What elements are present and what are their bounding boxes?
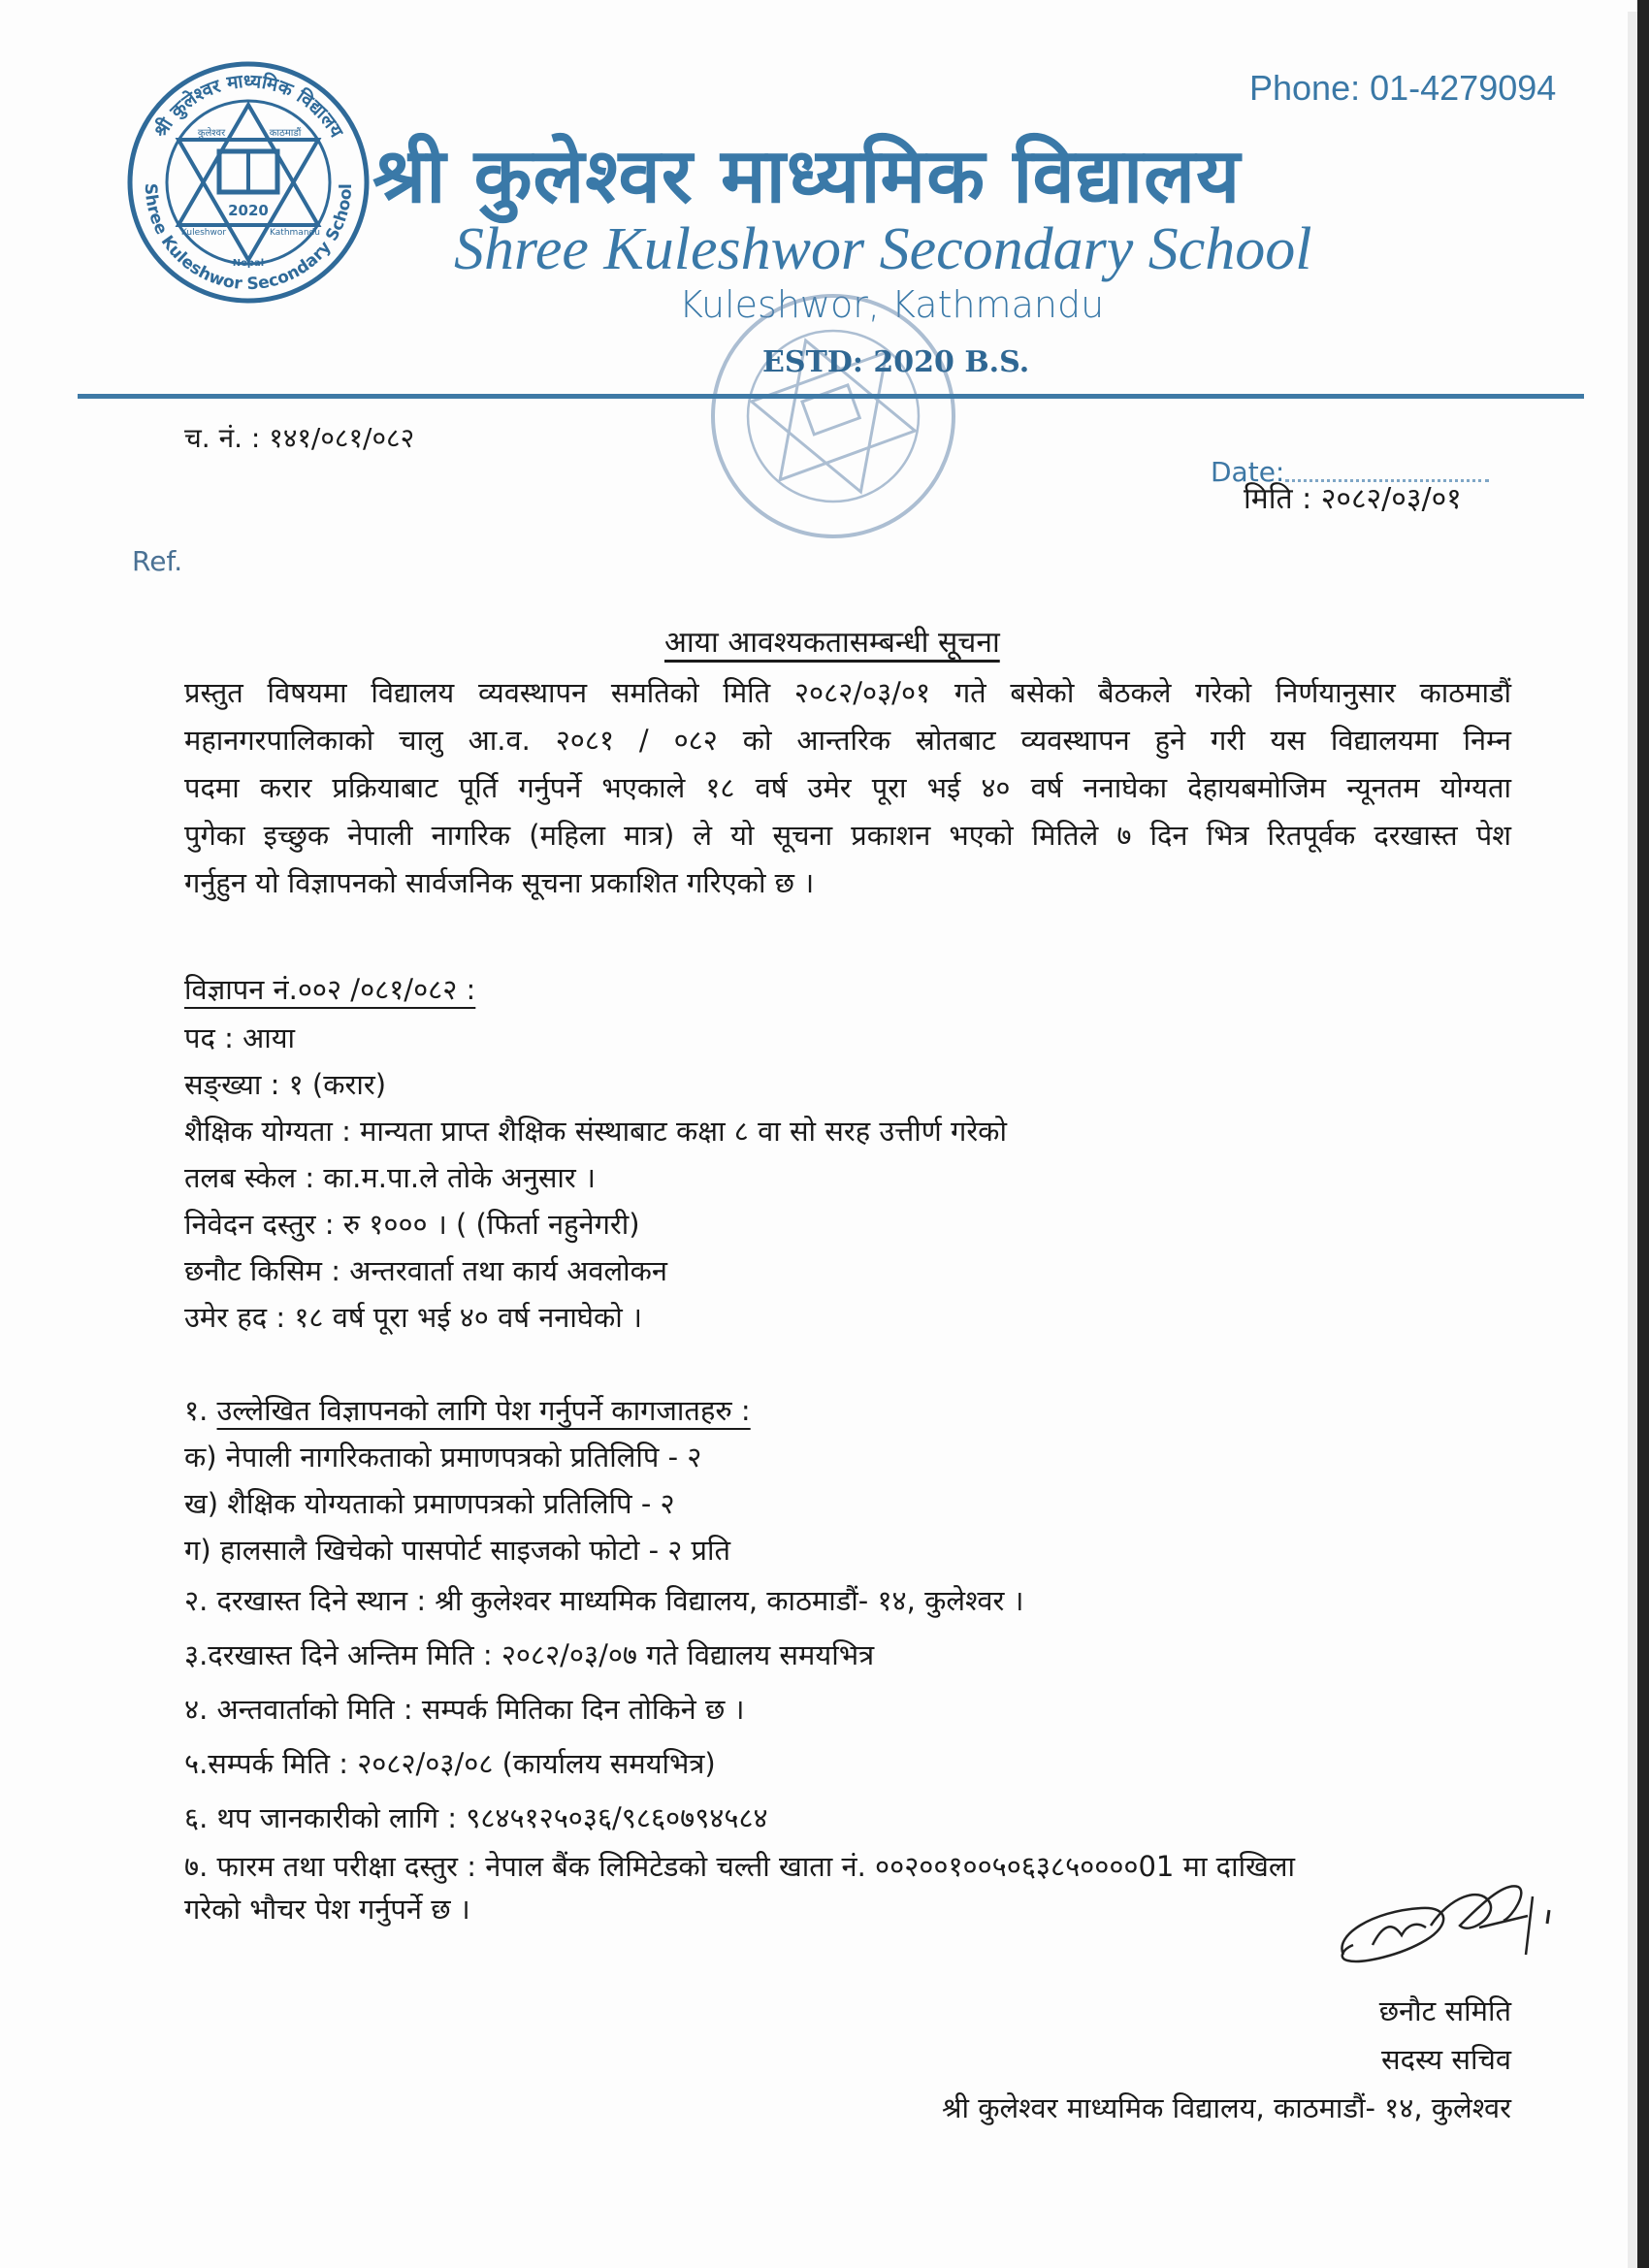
requirement-item: ७. फारम तथा परीक्षा दस्तुर : नेपाल बैंक लिमिटेडको चल्ती खाता नं. ००२००१००५०६३८५००००01 मा दाखिला bbox=[184, 1850, 1295, 1883]
logo-lower-left: Kuleshwor bbox=[180, 228, 227, 238]
signature-block bbox=[942, 1987, 1511, 2132]
committee-name: छनौट समिति bbox=[1378, 1994, 1511, 2027]
requirements-heading-row bbox=[184, 1387, 1295, 1434]
requirement-item: ५.सम्पर्क मिति : २०८२/०३/०८ (कार्यालय समयभित्र) bbox=[184, 1747, 716, 1780]
paragraph-line: प्रस्तुत विषयमा विद्यालय व्यवस्थापन समतिको मिति २०८२/०३/०१ गते बसेको बैठकले गरेको निर्णयानुसार काठमाडौं bbox=[184, 676, 1511, 709]
dispatch-number: च. नं. : १४१/०८१/०८२ bbox=[184, 422, 415, 454]
document-item: ख) शैक्षिक योग्यताको प्रमाणपत्रको प्रतिलिपि - २ bbox=[184, 1487, 675, 1520]
advertisement-heading: विज्ञापन नं.००२ /०८१/०८२ : bbox=[184, 973, 476, 1006]
notice-paragraph bbox=[184, 669, 1511, 907]
signatory-role: सदस्य सचिव bbox=[1381, 2043, 1511, 2076]
detail-post: पद : आया bbox=[184, 1021, 296, 1054]
detail-count: सङ्ख्या : १ (करार) bbox=[184, 1068, 387, 1101]
school-logo-seal bbox=[124, 60, 372, 305]
logo-top-arc-text: श्री कुलेश्वर माध्यमिक विद्यालय bbox=[149, 70, 347, 142]
detail-salary: तलब स्केल : का.म.पा.ले तोके अनुसार । bbox=[184, 1161, 597, 1194]
detail-qualification: शैक्षिक योग्यता : मान्यता प्राप्त शैक्षिक संस्थाबाट कक्षा ८ वा सो सरह उत्तीर्ण गरेको bbox=[184, 1115, 1007, 1148]
logo-year: 2020 bbox=[228, 202, 269, 219]
requirements-number: १. bbox=[184, 1394, 209, 1427]
requirement-item: ३.दरखास्त दिने अन्तिम मिति : २०८२/०३/०७ गते विद्यालय समयभित्र bbox=[184, 1638, 875, 1671]
svg-text:Shree Kuleshwor Secondary Scho bbox=[141, 183, 356, 295]
school-name-english: Shree Kuleshwor Secondary School bbox=[454, 216, 1312, 282]
logo-right-label: काठमाडौं bbox=[269, 128, 302, 139]
logo-bottom: Nepal bbox=[232, 258, 265, 269]
detail-selection: छनौट किसिम : अन्तरवार्ता तथा कार्य अवलोकन bbox=[184, 1254, 668, 1287]
ref-label: Ref. bbox=[132, 545, 183, 577]
established-year: ESTD: 2020 B.S. bbox=[762, 345, 1030, 379]
school-full-address: श्री कुलेश्वर माध्यमिक विद्यालय, काठमाडौं- १४, कुलेश्वर bbox=[941, 2091, 1511, 2124]
document-item: ग) हालसालै खिचेको पासपोर्ट साइजको फोटो - २ प्रति bbox=[184, 1534, 731, 1567]
logo-lower-right: Kathmandu bbox=[270, 228, 320, 238]
official-stamp bbox=[706, 291, 960, 541]
paragraph-line: गर्नुहुन यो विज्ञापनको सार्वजनिक सूचना प्रकाशित गरिएको छ । bbox=[184, 866, 815, 899]
notice-title: आया आवश्यकतासम्बन्धी सूचना bbox=[664, 626, 1000, 660]
scan-edge-light bbox=[1628, 12, 1637, 2268]
school-address: Kuleshwor, Kathmandu bbox=[679, 283, 1105, 326]
logo-bottom-arc-text: Shree Kuleshwor Secondary School bbox=[140, 182, 357, 295]
advertisement-details bbox=[184, 1015, 1007, 1341]
document-item: क) नेपाली नागरिकताको प्रमाणपत्रको प्रतिलिपि - २ bbox=[184, 1441, 702, 1474]
date-label: Date: bbox=[1211, 456, 1285, 488]
requirement-item: गरेको भौचर पेश गर्नुपर्ने छ । bbox=[184, 1893, 470, 1926]
paragraph-line: महानगरपालिकाको चालु आ.व. २०८१ / ०८२ को आन्तरिक स्रोतबाट व्यवस्थापन हुने गरी यस विद्यालयमा निम्न bbox=[184, 724, 1511, 757]
scan-edge-dark bbox=[1637, 0, 1649, 2268]
detail-fee: निवेदन दस्तुर : रु १००० । ( (फिर्ता नहुनेगरी) bbox=[184, 1208, 640, 1241]
phone-number: Phone: 01-4279094 bbox=[1249, 68, 1557, 108]
requirement-item: ४. अन्तवार्ताको मिति : सम्पर्क मितिका दिन तोकिने छ । bbox=[184, 1693, 745, 1726]
paragraph-line: पुगेका इच्छुक नेपाली नागरिक (महिला मात्र) ले यो सूचना प्रकाशन भएको मितिले ७ दिन भित्र रितपूर्वक दरखास्त पेश bbox=[184, 819, 1511, 852]
requirement-item: ६. थप जानकारीको लागि : ९८४५१२५०३६/९८६०७९४५८४ bbox=[184, 1801, 768, 1834]
handwritten-signature bbox=[1334, 1867, 1567, 1974]
date-value: मिति : २०८२/०३/०१ bbox=[1244, 482, 1462, 516]
requirement-item: २. दरखास्त दिने स्थान : श्री कुलेश्वर माध्यमिक विद्यालय, काठमाडौं- १४, कुलेश्वर । bbox=[184, 1584, 1024, 1617]
school-name-nepali: श्री कुलेश्वर माध्यमिक विद्यालय bbox=[372, 133, 1242, 220]
logo-left-label: कुलेश्वर bbox=[197, 128, 226, 139]
header-divider bbox=[78, 394, 1584, 399]
requirements-section bbox=[184, 1387, 1295, 1930]
requirements-heading: उल्लेखित विज्ञापनको लागि पेश गर्नुपर्ने कागजातहरु : bbox=[216, 1394, 751, 1427]
paragraph-line: पदमा करार प्रक्रियाबाट पूर्ति गर्नुपर्ने भएकाले १८ वर्ष उमेर पूरा भई ४० वर्ष ननाघेका देहायबमोजिम न्यूनतम योग्यता bbox=[184, 771, 1511, 804]
detail-age: उमेर हद : १८ वर्ष पूरा भई ४० वर्ष ननाघेको । bbox=[184, 1301, 643, 1334]
